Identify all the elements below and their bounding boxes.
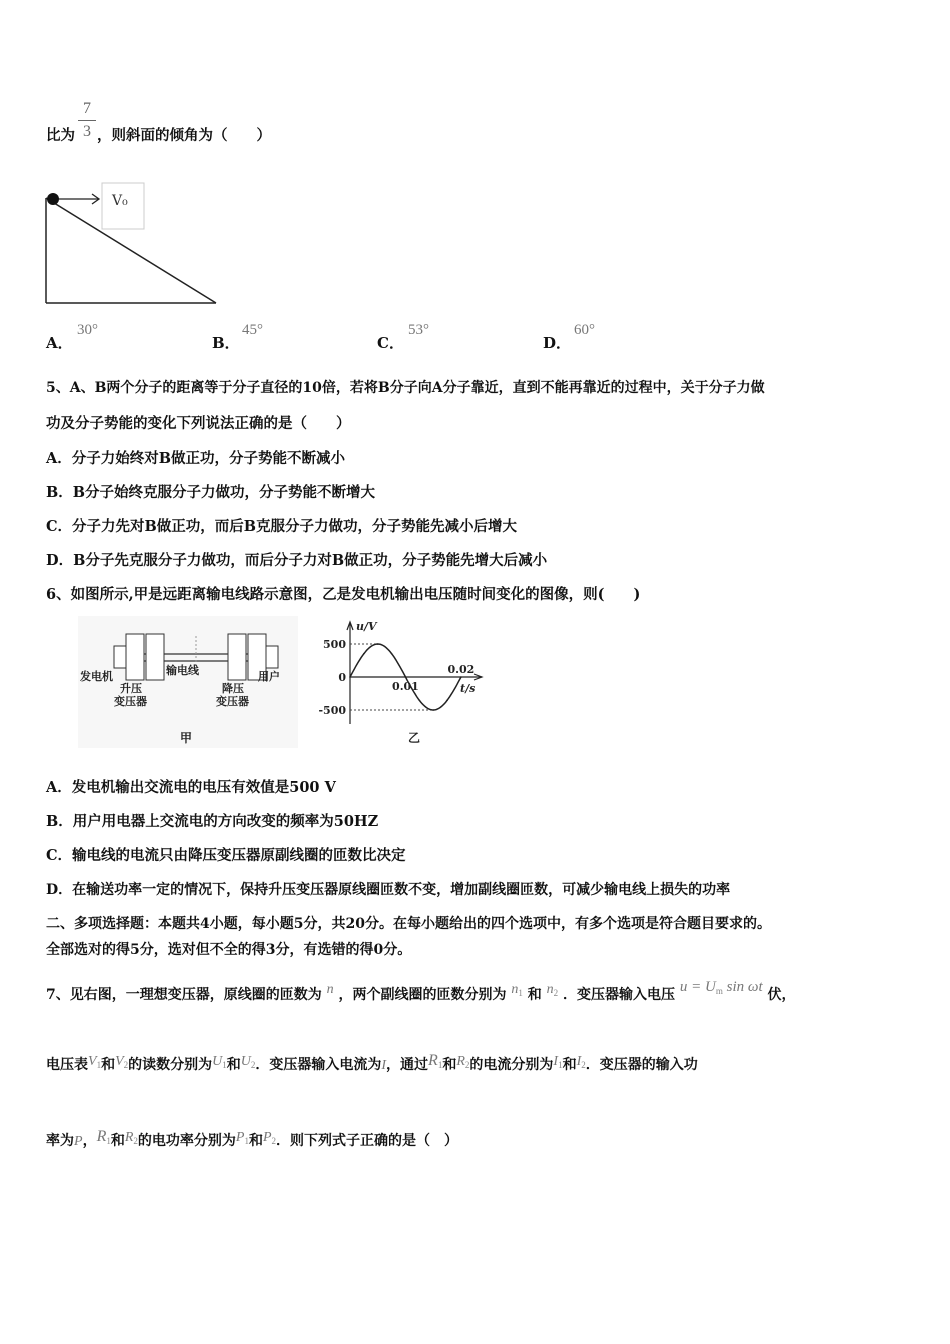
step-up-secondary <box>146 634 164 680</box>
q7-input-voltage-formula: $u = U_m$ sin ωt <box>679 979 763 996</box>
q5-stem-line2: 功及分子势能的变化下列说法正确的是（ ） <box>46 415 351 432</box>
x-tick-002: 0.02 <box>447 663 475 676</box>
q4-fraction <box>78 100 96 141</box>
q7-text-1: 7、见右图，一理想变压器，原线圈的匝数为 <box>46 987 322 1003</box>
data-point <box>446 700 448 702</box>
q7-R1-power: $R_1$ <box>96 1128 111 1146</box>
q6-option-a: A．发电机输出交流电的电压有效值是500 V <box>46 779 336 796</box>
q6-stem: 6、如图所示,甲是远距离输电线路示意图，乙是发电机输出电压随时间变化的图像，则( ) <box>46 586 641 603</box>
q7-l2-e: 的电流分别为 <box>469 1057 554 1073</box>
q7-l2-b: 的读数分别为 <box>128 1057 213 1073</box>
q7-and-1: 和 <box>527 987 542 1003</box>
fraction-denominator: 3 <box>83 123 91 140</box>
q5-option-a: A．分子力始终对B做正功，分子势能不断减小 <box>46 450 346 467</box>
q4-option-c-label: C． <box>377 334 404 352</box>
q4-suffix: ，则斜面的倾角为（ ） <box>97 127 271 144</box>
user-label: 用户 <box>258 670 280 683</box>
q7-and-5: 和 <box>562 1057 577 1073</box>
y-tick-500: 500 <box>323 638 346 651</box>
q6-option-c: C．输电线的电流只由降压变压器原副线圈的匝数比决定 <box>46 847 406 864</box>
transmission-line-label: 输电线 <box>166 664 199 677</box>
y-tick-neg500: -500 <box>318 704 346 717</box>
x-tick-001: 0.01 <box>392 680 419 693</box>
q7-l2-c: ．变压器输入电流为 <box>255 1057 382 1073</box>
q7-and-7: 和 <box>248 1133 263 1149</box>
q6-option-d: D．在输送功率一定的情况下，保持升压变压器原线圈匝数不变，增加副线圈匝数，可减少输电线上损失的功率 <box>46 882 731 898</box>
step-down-label-1: 降压 <box>222 682 244 695</box>
q4-option-a-value: 30° <box>77 322 98 338</box>
y-axis-label: u/V <box>356 620 377 633</box>
ball <box>47 193 59 205</box>
q7-U2: $U_2$ <box>240 1054 256 1070</box>
q7-l2-f: ．变压器的输入功 <box>585 1057 698 1073</box>
q7-line1 <box>46 977 796 1005</box>
q7-and-6: 和 <box>110 1133 125 1149</box>
q7-P1: $P_1$ <box>235 1130 249 1146</box>
step-up-label-2: 变压器 <box>114 695 147 708</box>
q7-text-3: ．变压器输入电压 <box>563 987 675 1003</box>
data-point <box>391 653 393 655</box>
step-down-label-2: 变压器 <box>216 695 249 708</box>
data-point <box>349 676 351 678</box>
q7-l3-d: ．则下列式子正确的是（ ） <box>276 1133 459 1149</box>
q4-option-d-label: D． <box>543 334 572 352</box>
voltage-chart <box>312 612 492 750</box>
q7-l3-c: 的电功率分别为 <box>137 1133 236 1149</box>
step-up-primary <box>126 634 144 680</box>
chart-caption: 乙 <box>408 731 421 745</box>
q7-text-4: 伏， <box>767 987 796 1003</box>
data-point <box>363 653 365 655</box>
q7-I2: $I_2$ <box>576 1054 586 1070</box>
q7-l3-a: 率为 <box>46 1133 74 1149</box>
q7-I1: $I_1$ <box>553 1054 563 1070</box>
q7-U1: $U_1$ <box>212 1054 227 1070</box>
step-up-label-1: 升压 <box>120 682 142 695</box>
data-point <box>419 700 421 702</box>
q4-option-a-label: A． <box>46 334 73 352</box>
q7-R2-power: $R_2$ <box>124 1130 138 1146</box>
q7-I: I <box>381 1058 387 1073</box>
q5-option-c: C．分子力先对B做正功，而后B克服分子力做功，分子势能先减小后增大 <box>46 518 518 535</box>
incline-diagram <box>40 178 230 310</box>
y-tick-0: 0 <box>338 671 346 684</box>
q4-option-b-value: 45° <box>242 322 263 338</box>
fraction-numerator: 7 <box>83 100 91 117</box>
x-axis-label: t/s <box>460 682 476 695</box>
q4-prefix: 比为 <box>46 127 75 144</box>
q6-option-b: B．用户用电器上交流电的方向改变的频率为50HZ <box>46 813 379 830</box>
q5-option-b: B．B分子始终克服分子力做功，分子势能不断增大 <box>46 484 376 501</box>
q7-P: P <box>74 1134 83 1149</box>
q7-P2: $P_2$ <box>262 1130 277 1146</box>
data-point <box>405 676 407 678</box>
q7-R1: $R_1$ <box>428 1052 443 1070</box>
user-box <box>266 646 278 668</box>
q7-line2 <box>46 1051 698 1076</box>
q7-line3 <box>46 1127 458 1152</box>
q7-R2: $R_2$ <box>456 1054 470 1070</box>
generator-box <box>114 646 126 668</box>
generator-label: 发电机 <box>80 670 113 683</box>
transmission-diagram <box>78 616 298 748</box>
q7-n: n <box>326 982 334 997</box>
data-point <box>460 676 462 678</box>
q7-and-3: 和 <box>226 1057 241 1073</box>
q7-n2: $n_2$ <box>546 982 559 998</box>
q7-l3-b: ， <box>82 1133 97 1149</box>
q7-n1: $n_1$ <box>511 982 523 998</box>
q7-V1: $V_1$ <box>88 1054 102 1070</box>
velocity-label: V₀ <box>112 193 128 209</box>
incline-slope <box>46 198 216 303</box>
q7-and-2: 和 <box>101 1057 116 1073</box>
q5-stem-line1: 5、A、B两个分子的距离等于分子直径的10倍，若将B分子向A分子靠近，直到不能再靠近的过程中，关于分子力做 <box>46 380 765 396</box>
q7-l2-d: ，通过 <box>386 1057 429 1073</box>
section2-line1: 二、多项选择题：本题共4小题，每小题5分，共20分。在每小题给出的四个选项中，有多个选项是符合题目要求的。 <box>46 916 771 932</box>
q7-text-2: ，两个副线圈的匝数分别为 <box>338 987 507 1003</box>
step-down-primary <box>228 634 246 680</box>
q4-option-c-value: 53° <box>408 322 429 338</box>
section2-line2: 全部选对的得5分，选对但不全的得3分，有选错的得0分。 <box>46 942 412 958</box>
data-point <box>432 709 434 711</box>
q7-V2: $V_2$ <box>115 1054 129 1070</box>
q4-option-d-value: 60° <box>574 322 595 338</box>
diagram-caption: 甲 <box>180 731 193 745</box>
q5-option-d: D．B分子先克服分子力做功，而后分子力对B做正功，分子势能先增大后减小 <box>46 552 548 569</box>
q7-l2-a: 电压表 <box>46 1057 88 1073</box>
q7-and-4: 和 <box>442 1057 457 1073</box>
q4-option-b-label: B． <box>212 334 240 352</box>
data-point <box>377 643 379 645</box>
